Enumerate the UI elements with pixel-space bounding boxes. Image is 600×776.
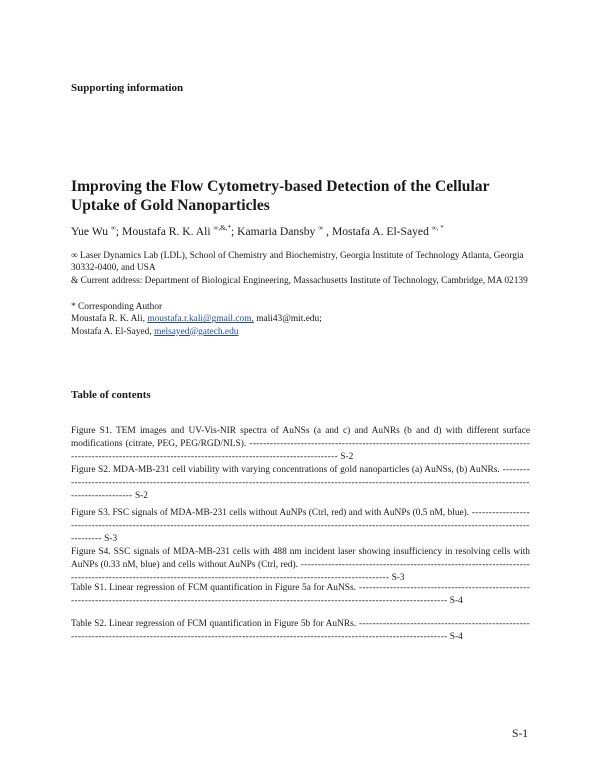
author-affiliation-mark: ∞ bbox=[110, 224, 116, 233]
toc-dash-leader: ---------------------------------------------------------------------------------------------------------------------------------------------------------------- bbox=[71, 439, 530, 462]
toc-entry-text: Figure S4. SSC signals of MDA-MB-231 cells with 488 nm incident laser showing insufficiency in resolving cells with AuNPs (0.33 nM, blue) and cells without AuNPs (Ctrl, red). bbox=[71, 547, 530, 570]
toc-entry-page: S-4 bbox=[449, 596, 463, 606]
toc-entry[interactable] bbox=[71, 582, 530, 608]
toc-entry[interactable] bbox=[71, 464, 530, 503]
paper-title: Improving the Flow Cytometry-based Detection of the Cellular Uptake of Gold Nanoparticles bbox=[71, 178, 490, 214]
toc-heading: Table of contents bbox=[71, 389, 151, 401]
toc-entry-text: Table S2. Linear regression of FCM quantification in Figure 5b for AuNRs. bbox=[71, 619, 357, 629]
toc-entry-text: Figure S1. TEM images and UV-Vis-NIR spectra of AuNSs (a and c) and AuNRs (b and d) with different surface modifications (citrate, PEG, PEG/RGD/NLS). bbox=[71, 426, 530, 449]
author-name: Moustafa R. K. Ali bbox=[122, 225, 211, 238]
toc-entry-page: S-2 bbox=[340, 452, 354, 462]
affiliation-2: & Current address: Department of Biological Engineering, Massachusetts Institute of Technology, Cambridge, MA 02139 bbox=[71, 276, 528, 286]
author-affiliation-mark: ∞ bbox=[318, 224, 324, 233]
author-name: Yue Wu bbox=[71, 225, 108, 238]
author-separator: , bbox=[326, 225, 330, 238]
toc-entry[interactable] bbox=[71, 425, 530, 464]
page-number: S-1 bbox=[512, 727, 529, 740]
author-list bbox=[71, 225, 444, 238]
toc-dash-leader: ---------------------------------------------------------------------------------------------------------------------------------------------------------------- bbox=[71, 583, 530, 606]
corresponding-label: * Corresponding Author bbox=[71, 302, 163, 312]
toc-entry[interactable] bbox=[71, 507, 530, 546]
corresponding-author-block bbox=[71, 301, 531, 338]
author-separator: ; bbox=[230, 225, 235, 238]
toc-dash-leader: ---------------------------------------------------------------------------------------------------------------------------------------------------------------- bbox=[71, 560, 530, 583]
toc-entry-page: S-3 bbox=[104, 534, 118, 544]
corresponding-line-1 bbox=[71, 313, 531, 325]
toc-entry-text: Table S1. Linear regression of FCM quantification in Figure 5a for AuNSs. bbox=[71, 583, 356, 593]
toc-dash-leader: ---------------------------------------------------------------------------------------------------------------------------------------------------------------- bbox=[71, 508, 530, 544]
toc-entry-text: Figure S3. FSC signals of MDA-MB-231 cells without AuNPs (Ctrl, red) and with AuNPs (0.5 nM, blue). bbox=[71, 508, 470, 518]
supporting-info-label: Supporting information bbox=[71, 82, 184, 94]
author-affiliation-mark: ∞,&,* bbox=[213, 224, 231, 233]
corresponding-name: Moustafa R. K. Ali, bbox=[71, 314, 145, 325]
author-separator: ; bbox=[115, 225, 120, 238]
toc-entry-page: S-4 bbox=[449, 632, 463, 642]
toc-entry-page: S-2 bbox=[134, 491, 148, 501]
author-name: Kamaria Dansby bbox=[237, 225, 316, 238]
author-name: Mostafa A. El-Sayed bbox=[331, 225, 429, 238]
toc-entry[interactable] bbox=[71, 546, 530, 585]
toc-dash-leader: ---------------------------------------------------------------------------------------------------------------------------------------------------------------- bbox=[71, 619, 530, 642]
affiliation-1: ∞ Laser Dynamics Lab (LDL), School of Chemistry and Biochemistry, Georgia Institute of Technology Atlanta, Georgia 30332-0400, and USA bbox=[71, 251, 524, 274]
toc-entry-text: Figure S2. MDA-MB-231 cell viability with varying concentrations of gold nanoparticles (a) AuNSs, (b) AuNRs. bbox=[71, 465, 500, 475]
corresponding-line-2 bbox=[71, 326, 531, 338]
toc-entry[interactable] bbox=[71, 618, 530, 644]
email-link[interactable]: melsayed@gatech.edu bbox=[154, 326, 239, 337]
author-affiliation-mark: ∞, * bbox=[431, 224, 444, 233]
corresponding-name: Mostafa A. El-Sayed, bbox=[71, 326, 152, 337]
email-link[interactable]: moustafa.r.kali@gmail.com, bbox=[147, 314, 254, 325]
email-text: mali43@mit.edu; bbox=[256, 314, 322, 325]
toc-dash-leader: ---------------------------------------------------------------------------------------------------------------------------------------------------------------- bbox=[71, 465, 531, 501]
toc-entry-page: S-3 bbox=[391, 573, 405, 583]
